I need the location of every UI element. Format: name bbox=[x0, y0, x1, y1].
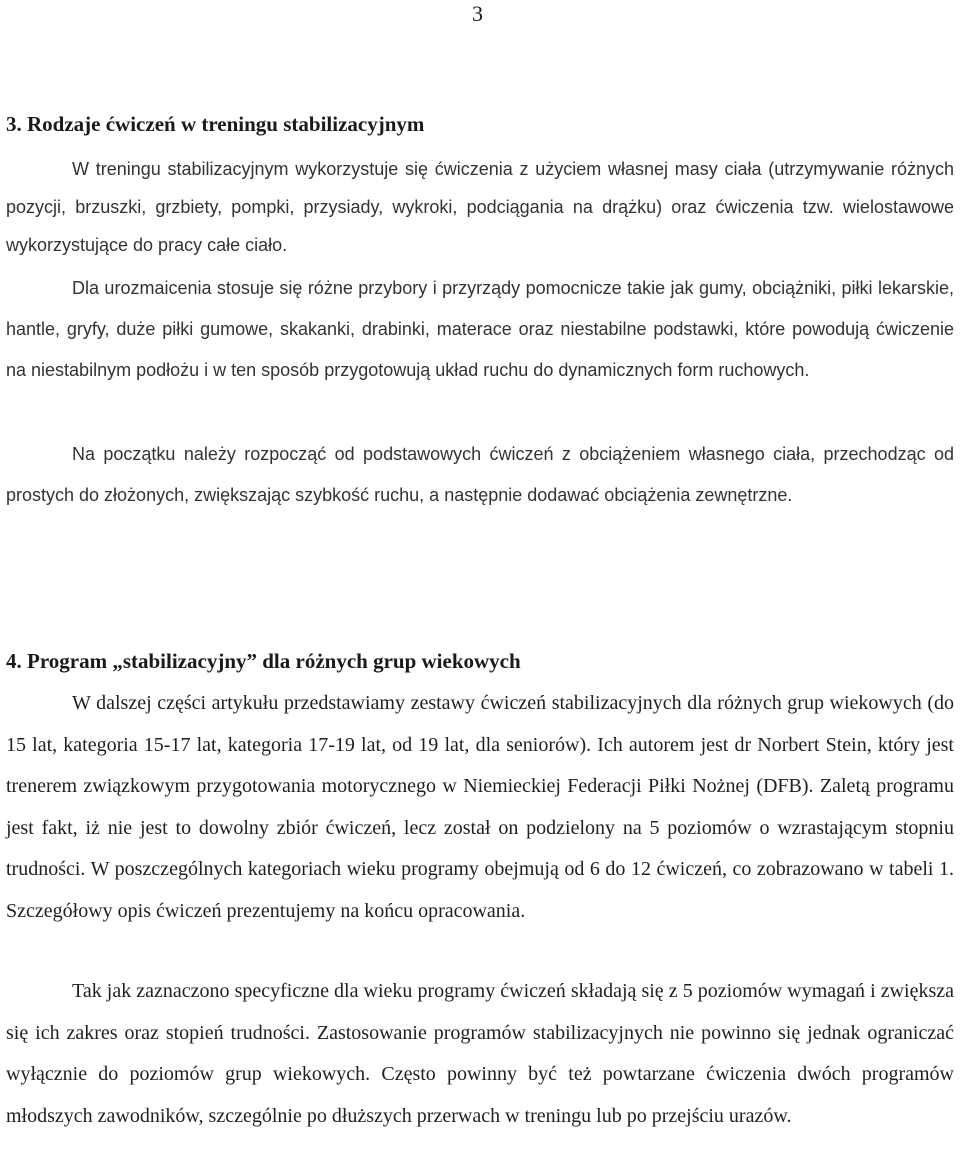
section-3-paragraph-3: Na początku należy rozpocząć od podstawowych ćwiczeń z obciążeniem własnego ciała, przechodząc od prostych do złożonych, zwiększając szybkość ruchu, a następnie dodawać obciążenia zewnętrzne. bbox=[6, 444, 954, 505]
section-3-heading: 3. Rodzaje ćwiczeń w treningu stabilizacyjnym bbox=[6, 112, 425, 136]
section-3-paragraph-1: W treningu stabilizacyjnym wykorzystuje się ćwiczenia z użyciem własnej masy ciała (utrzymywanie różnych pozycji, brzuszki, grzbiety, pompki, przysiady, wykroki, podciągania na drążku) oraz ćwiczenia tzw. wielostawowe wykorzystujące do pracy całe ciało. bbox=[6, 159, 954, 255]
section-4-heading: 4. Program „stabilizacyjny” dla różnych grup wiekowych bbox=[6, 649, 521, 673]
section-4-paragraph-1: W dalszej części artykułu przedstawiamy zestawy ćwiczeń stabilizacyjnych dla różnych grup wiekowych (do 15 lat, kategoria 15-17 lat, kategoria 17-19 lat, od 19 lat, dla seniorów). Ich autorem jest dr Norbert Stein, który jest trenerem związkowym przygotowania motorycznego w Niemieckiej Federacji Piłki Nożnej (DFB). Zaletą programu jest fakt, iż nie jest to dowolny zbiór ćwiczeń, lecz został on podzielony na 5 poziomów o wzrastającym stopniu trudności. W poszczególnych kategoriach wieku programy obejmują od 6 do 12 ćwiczeń, co zobrazowano w tabeli 1. Szczegółowy opis ćwiczeń prezentujemy na końcu opracowania. bbox=[6, 692, 954, 922]
section-4-paragraph-2: Tak jak zaznaczono specyficzne dla wieku programy ćwiczeń składają się z 5 poziomów wymagań i zwiększa się ich zakres oraz stopień trudności. Zastosowanie programów stabilizacyjnych nie powinno się jednak ograniczać wyłącznie do poziomów grup wiekowych. Często powinny być też powtarzane ćwiczenia dwóch programów młodszych zawodników, szczególnie po dłuższych przerwach w treningu lub po przejściu urazów. bbox=[6, 980, 954, 1127]
section-3-paragraph-2: Dla urozmaicenia stosuje się różne przybory i przyrządy pomocnicze takie jak gumy, obciążniki, piłki lekarskie, hantle, gryfy, duże piłki gumowe, skakanki, drabinki, materace oraz niestabilne podstawki, które powodują ćwiczenie na niestabilnym podłożu i w ten sposób przygotowują układ ruchu do dynamicznych form ruchowych. bbox=[6, 278, 954, 380]
page-number: 3 bbox=[472, 1, 483, 26]
